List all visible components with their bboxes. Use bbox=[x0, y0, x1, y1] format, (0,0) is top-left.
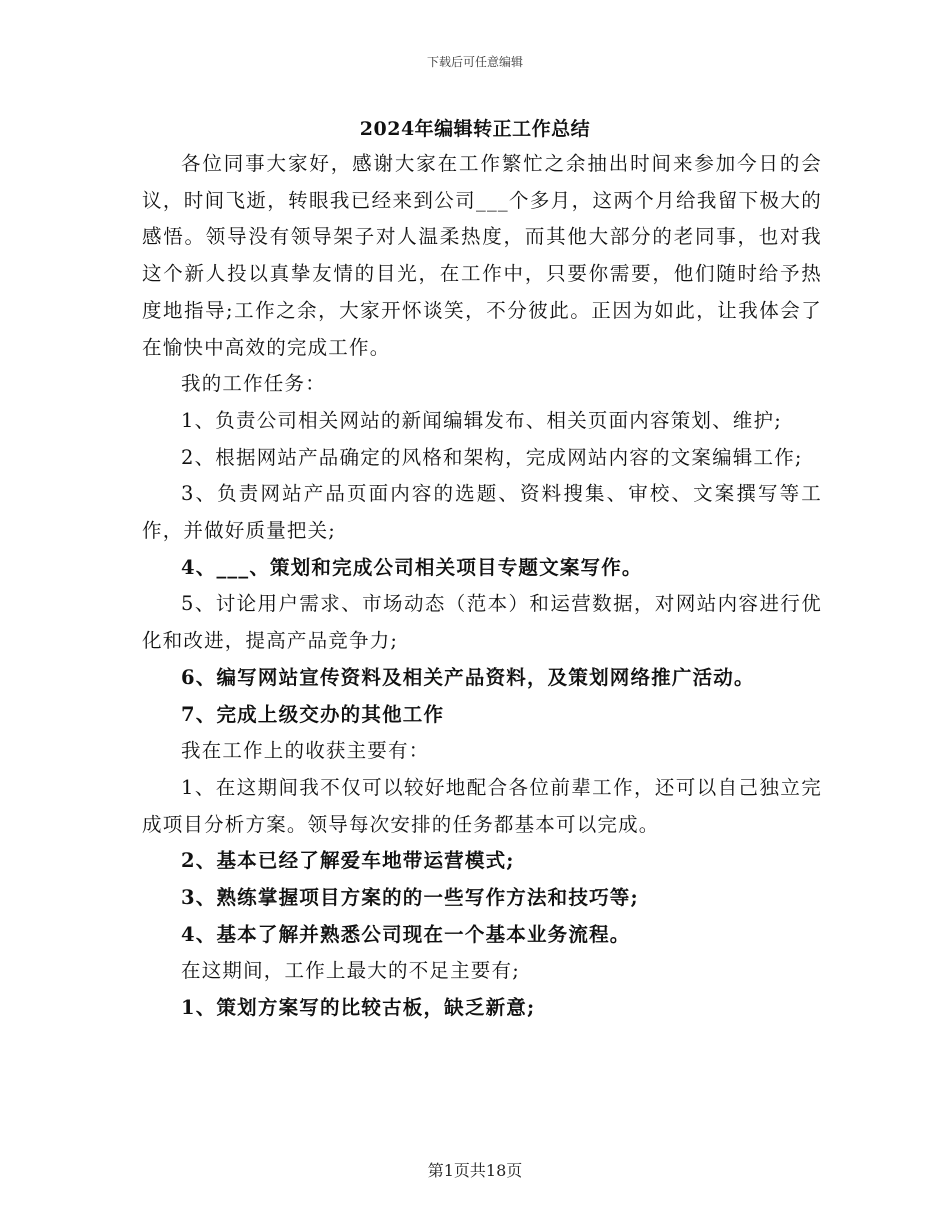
paragraph-task-1: 1、负责公司相关网站的新闻编辑发布、相关页面内容策划、维护; bbox=[181, 408, 782, 432]
paragraph-shortcoming-1: 1、策划方案写的比较古板，缺乏新意; bbox=[181, 996, 536, 1020]
paragraph-task-6: 6、编写网站宣传资料及相关产品资料，及策划网络推广活动。 bbox=[181, 665, 755, 689]
paragraph-tasks-heading: 我的工作任务： bbox=[181, 372, 326, 396]
paragraph-gain-1: 1、在这期间我不仅可以较好地配合各位前辈工作，还可以自己独立完成项目分析方案。领导每次安排的任务都基本可以完成。 bbox=[142, 775, 822, 836]
paragraph-task-4: 4、___、策划和完成公司相关项目专题文案写作。 bbox=[181, 555, 643, 579]
paragraph-gain-3: 3、熟练掌握项目方案的的一些写作方法和技巧等; bbox=[181, 886, 639, 910]
paragraph-shortcomings-heading: 在这期间，工作上最大的不足主要有; bbox=[181, 959, 520, 983]
document-title: 2024年编辑转正工作总结 bbox=[359, 118, 591, 140]
paragraph-gain-2: 2、基本已经了解爱车地带运营模式; bbox=[181, 849, 515, 873]
page-number: 第1页共18页 bbox=[427, 1161, 523, 1180]
paragraph-task-5: 5、讨论用户需求、市场动态（范本）和运营数据，对网站内容进行优化和改进，提高产品竞争力; bbox=[142, 592, 822, 653]
header-note: 下载后可任意编辑 bbox=[426, 55, 523, 69]
paragraph-gain-4: 4、基本了解并熟悉公司现在一个基本业务流程。 bbox=[181, 922, 631, 946]
document-body bbox=[142, 146, 822, 1027]
paragraph-task-2: 2、根据网站产品确定的风格和架构，完成网站内容的文案编辑工作; bbox=[181, 445, 803, 469]
paragraph-intro: 各位同事大家好，感谢大家在工作繁忙之余抽出时间来参加今日的会议，时间飞逝，转眼我已经来到公司___个多月，这两个月给我留下极大的感悟。领导没有领导架子对人温柔热度，而其他大部分的老同事，也对我这个新人投以真挚友情的目光，在工作中，只要你需要，他们随时给予热度地指导;工作之余，大家开怀谈笑，不分彼此。正因为如此，让我体会了在愉快中高效的完成工作。 bbox=[142, 152, 822, 359]
paragraph-gains-heading: 我在工作上的收获主要有： bbox=[181, 739, 430, 763]
paragraph-task-7: 7、完成上级交办的其他工作 bbox=[181, 702, 445, 726]
paragraph-task-3: 3、负责网站产品页面内容的选题、资料搜集、审校、文案撰写等工作，并做好质量把关; bbox=[142, 482, 822, 543]
